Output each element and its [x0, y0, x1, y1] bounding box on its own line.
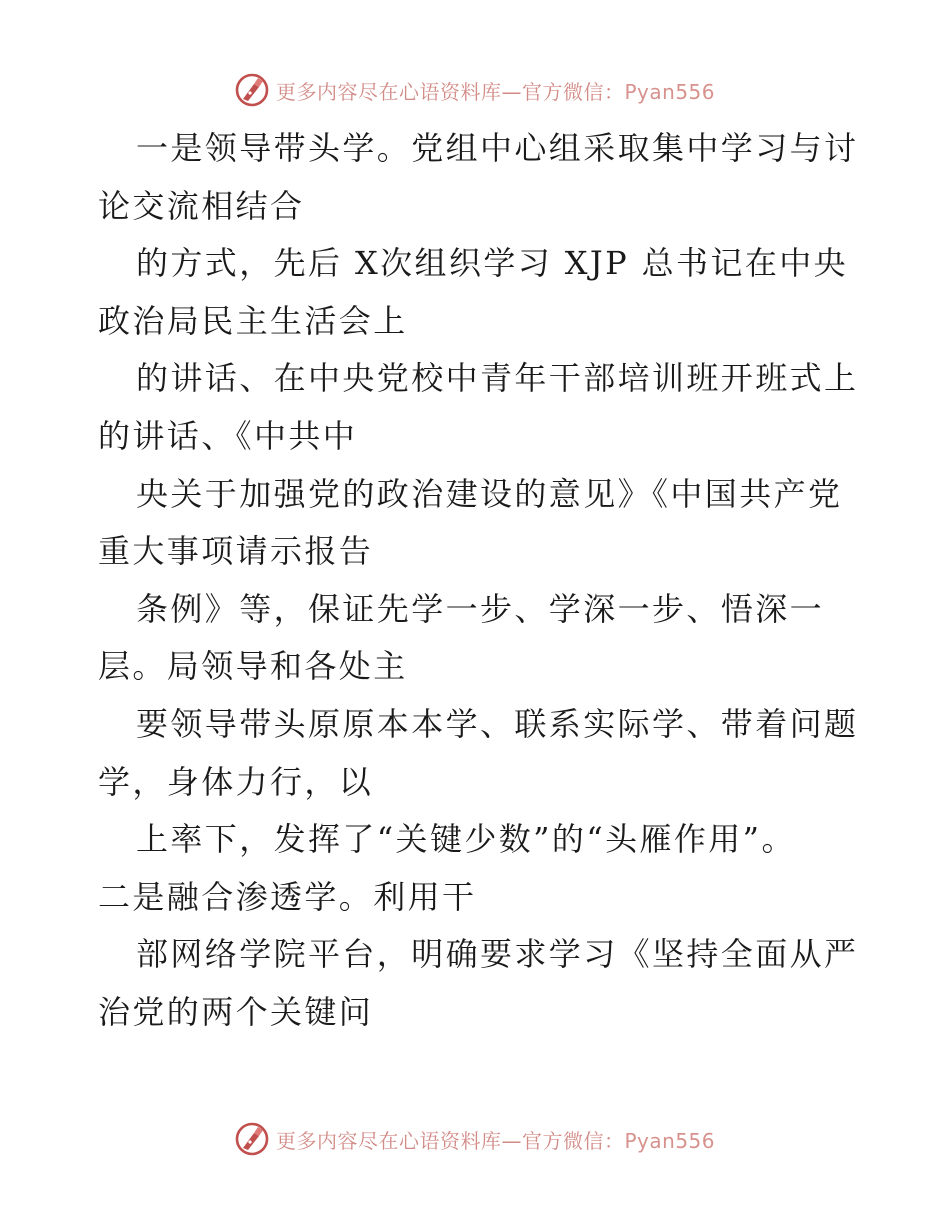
header-watermark: [234, 70, 715, 110]
watermark-account-id: Pyan556: [624, 1128, 716, 1153]
watermark-account-id: Pyan556: [624, 79, 716, 104]
text-line: 央关于加强党的政治建设的意见》《中国共产党: [136, 474, 843, 513]
text-line: 一是领导带头学。党组中心组采取集中学习与讨: [136, 129, 859, 167]
text-line: 条例》等，保证先学一步、学深一步、悟深一: [136, 589, 825, 628]
fountain-pen-circle-icon: [234, 72, 270, 108]
watermark-text: [276, 76, 715, 105]
text-line: 的讲话、《中共中: [98, 416, 358, 455]
text-line: 重大事项请示报告: [98, 532, 374, 571]
text-line: 的讲话、在中央党校中青年干部培训班开班式上: [136, 359, 859, 398]
watermark-main-text: 更多内容尽在心语资料库—官方微信：: [276, 1128, 625, 1153]
text-line: 要领导带头原原本本学、联系实际学、带着问题: [136, 704, 859, 743]
watermark-main-text: 更多内容尽在心语资料库—官方微信：: [276, 79, 625, 104]
document-body: [98, 120, 858, 1042]
text-line: 层。局领导和各处主: [98, 647, 408, 686]
text-line: 政治局民主生活会上: [98, 301, 408, 340]
text-line: 二是融合渗透学。利用干: [98, 877, 477, 916]
text-line: 上率下，发挥了“关键少数”的“头雁作用”。: [136, 820, 796, 859]
text-line: 论交流相结合: [98, 186, 305, 225]
fountain-pen-circle-icon: [234, 1121, 270, 1157]
footer-watermark: [234, 1119, 715, 1159]
watermark-text: [276, 1125, 715, 1154]
text-line: 治党的两个关键问: [98, 992, 374, 1031]
text-line: 学，身体力行，以: [98, 762, 374, 801]
text-line: 的方式，先后 X次组织学习 XJP 总书记在中央: [136, 244, 849, 283]
text-line: 部网络学院平台，明确要求学习《坚持全面从严: [136, 935, 859, 974]
